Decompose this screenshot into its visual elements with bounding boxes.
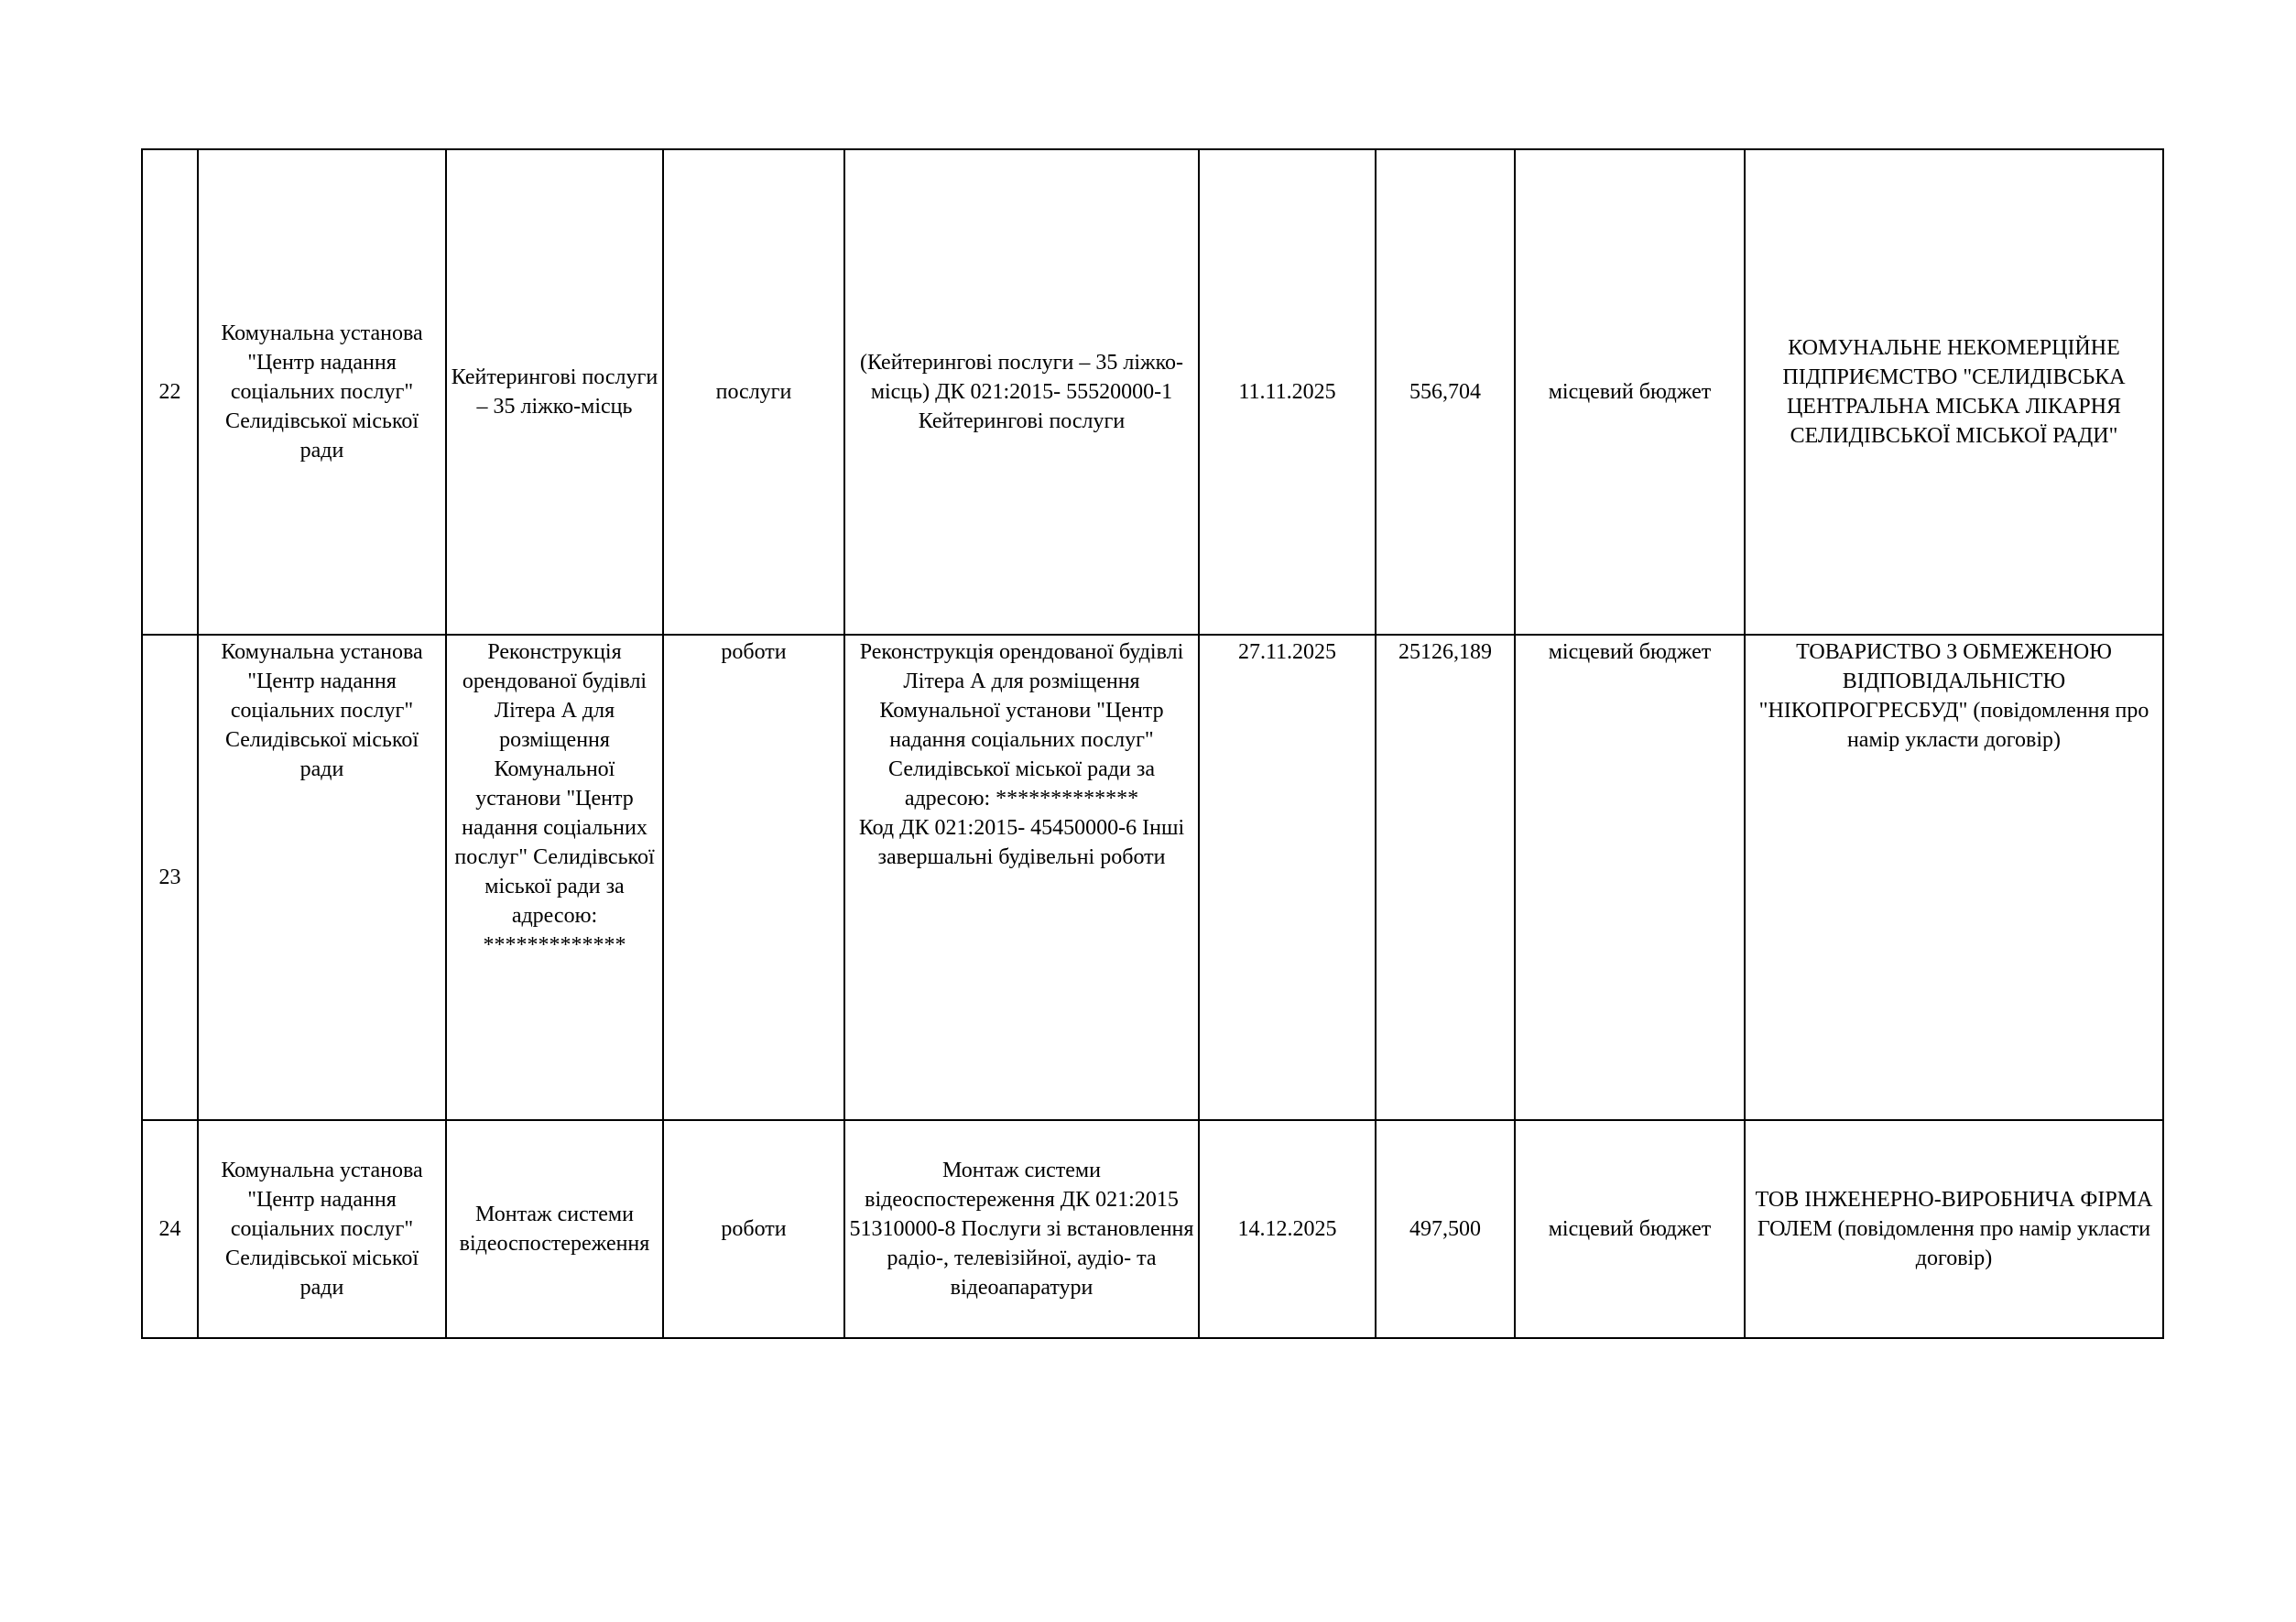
type-cell: роботи bbox=[663, 1120, 844, 1338]
row-number: 23 bbox=[142, 635, 198, 1120]
subject-cell: Реконструкція орендованої будівлі Літера А для розміщення Комунальної установи "Центр надання соціальних послуг" Селидівської міської ради за адресою: ************* bbox=[446, 635, 663, 1120]
type-cell: роботи bbox=[663, 635, 844, 1120]
code-cell bbox=[844, 149, 1199, 635]
row-number: 22 bbox=[142, 149, 198, 635]
supplier-cell: ТОВ ІНЖЕНЕРНО-ВИРОБНИЧА ФІРМА ГОЛЕМ (повідомлення про намір укласти договір) bbox=[1745, 1120, 2163, 1338]
type-cell: послуги bbox=[663, 149, 844, 635]
customer-cell: Комунальна установа "Центр надання соціальних послуг" Селидівської міської ради bbox=[198, 149, 446, 635]
code-line: Реконструкція орендованої будівлі Літера А для розміщення Комунальної установи "Центр надання соціальних послуг" Селидівської міської ради за адресою: ************* bbox=[859, 640, 1184, 811]
date-cell: 14.12.2025 bbox=[1199, 1120, 1376, 1338]
funding-cell: місцевий бюджет bbox=[1515, 635, 1745, 1120]
amount-cell: 556,704 bbox=[1376, 149, 1515, 635]
table-row bbox=[142, 635, 2163, 1120]
date-cell: 27.11.2025 bbox=[1199, 635, 1376, 1120]
code-line: Монтаж системи відеоспостереження ДК 021:2015 51310000-8 Послуги зі встановлення радіо-, телевізійної, аудіо- та відеоапаратури bbox=[849, 1159, 1194, 1300]
funding-cell: місцевий бюджет bbox=[1515, 1120, 1745, 1338]
customer-cell: Комунальна установа "Центр надання соціальних послуг" Селидівської міської ради bbox=[198, 635, 446, 1120]
code-cell bbox=[844, 1120, 1199, 1338]
supplier-cell: ТОВАРИСТВО З ОБМЕЖЕНОЮ ВІДПОВІДАЛЬНІСТЮ "НІКОПРОГРЕСБУД" (повідомлення про намір укласти договір) bbox=[1745, 635, 2163, 1120]
code-line: Код ДК 021:2015- 45450000-6 Інші завершальні будівельні роботи bbox=[858, 816, 1185, 869]
customer-cell: Комунальна установа "Центр надання соціальних послуг" Селидівської міської ради bbox=[198, 1120, 446, 1338]
date-cell: 11.11.2025 bbox=[1199, 149, 1376, 635]
amount-cell: 25126,189 bbox=[1376, 635, 1515, 1120]
supplier-cell: КОМУНАЛЬНЕ НЕКОМЕРЦІЙНЕ ПІДПРИЄМСТВО "СЕЛИДІВСЬКА ЦЕНТРАЛЬНА МІСЬКА ЛІКАРНЯ СЕЛИДІВСЬКОЇ МІСЬКОЇ РАДИ" bbox=[1745, 149, 2163, 635]
amount-cell: 497,500 bbox=[1376, 1120, 1515, 1338]
procurement-table bbox=[141, 148, 2164, 1339]
row-number: 24 bbox=[142, 1120, 198, 1338]
code-cell bbox=[844, 635, 1199, 1120]
funding-cell: місцевий бюджет bbox=[1515, 149, 1745, 635]
code-line: (Кейтерингові послуги – 35 ліжко-місць) ДК 021:2015- 55520000-1 Кейтерингові послуги bbox=[859, 351, 1184, 433]
subject-cell: Кейтерингові послуги – 35 ліжко-місць bbox=[446, 149, 663, 635]
table-row bbox=[142, 149, 2163, 635]
table-row bbox=[142, 1120, 2163, 1338]
subject-cell: Монтаж системи відеоспостереження bbox=[446, 1120, 663, 1338]
